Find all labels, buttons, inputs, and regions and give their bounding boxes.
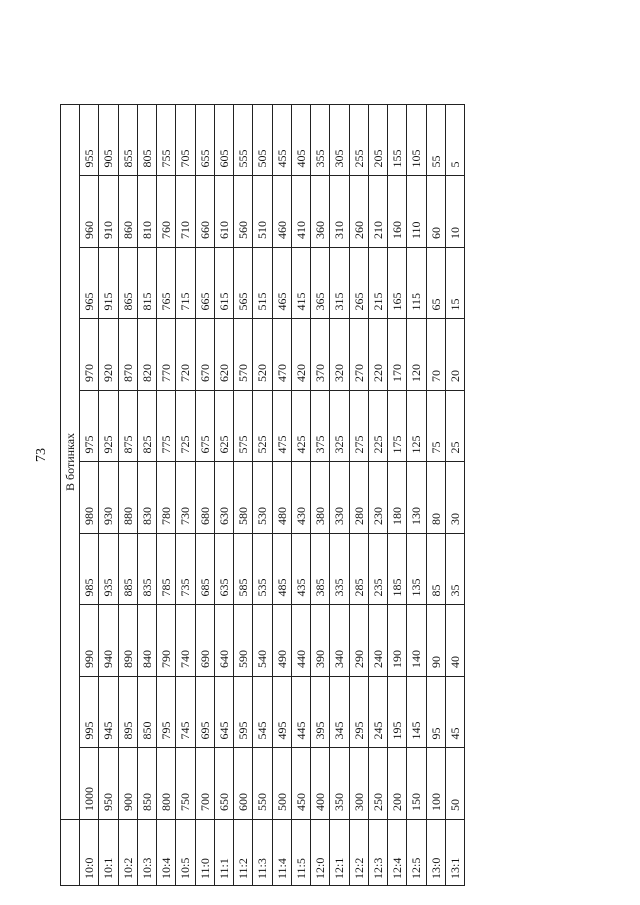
table-cell: 295 (349, 677, 368, 749)
table-row (137, 104, 156, 885)
table-cell: 135 (407, 534, 426, 606)
table-cell: 915 (99, 248, 118, 320)
row-label: 10:5 (176, 820, 195, 886)
table-row (426, 104, 445, 885)
table-cell: 770 (157, 319, 176, 391)
table-cell: 590 (234, 605, 253, 677)
table-cell: 505 (253, 104, 272, 176)
table-cell: 780 (157, 462, 176, 534)
table-cell: 65 (426, 248, 445, 320)
row-label: 13:0 (426, 820, 445, 886)
table-row (234, 104, 253, 885)
table-cell: 515 (253, 248, 272, 320)
row-label: 12:1 (330, 820, 349, 886)
table-cell: 190 (388, 605, 407, 677)
table-cell: 550 (253, 748, 272, 820)
table-cell: 55 (426, 104, 445, 176)
row-label: 10:3 (137, 820, 156, 886)
table-cell: 750 (176, 748, 195, 820)
table-cell: 900 (118, 748, 137, 820)
table-cell: 325 (330, 391, 349, 463)
table-cell: 540 (253, 605, 272, 677)
table-cell: 955 (80, 104, 99, 176)
table-cell: 450 (291, 748, 310, 820)
table-cell: 395 (311, 677, 330, 749)
table-cell: 580 (234, 462, 253, 534)
table-cell: 890 (118, 605, 137, 677)
table-cell: 100 (426, 748, 445, 820)
table-cell: 620 (214, 319, 233, 391)
table-cell: 315 (330, 248, 349, 320)
table-cell: 345 (330, 677, 349, 749)
table-cell: 740 (176, 605, 195, 677)
table-cell: 520 (253, 319, 272, 391)
table-cell: 210 (368, 176, 387, 248)
table-cell: 275 (349, 391, 368, 463)
table-cell: 25 (445, 391, 464, 463)
table-cell: 260 (349, 176, 368, 248)
row-label: 13:1 (445, 820, 464, 886)
table-cell: 595 (234, 677, 253, 749)
table-cell: 880 (118, 462, 137, 534)
table-cell: 130 (407, 462, 426, 534)
row-label: 11:3 (253, 820, 272, 886)
table-cell: 725 (176, 391, 195, 463)
table-cell: 75 (426, 391, 445, 463)
row-label: 11:5 (291, 820, 310, 886)
table-cell: 650 (214, 748, 233, 820)
table-cell: 715 (176, 248, 195, 320)
table-cell: 290 (349, 605, 368, 677)
table-cell: 1000 (80, 748, 99, 820)
table-cell: 935 (99, 534, 118, 606)
table-cell: 375 (311, 391, 330, 463)
table-cell: 535 (253, 534, 272, 606)
table-cell: 115 (407, 248, 426, 320)
table-cell: 120 (407, 319, 426, 391)
table-cell: 850 (137, 748, 156, 820)
table-cell: 215 (368, 248, 387, 320)
table-cell: 360 (311, 176, 330, 248)
table-cell: 60 (426, 176, 445, 248)
table-cell: 205 (368, 104, 387, 176)
table-cell: 685 (195, 534, 214, 606)
table-row (80, 104, 99, 885)
table-cell: 280 (349, 462, 368, 534)
table-cell: 830 (137, 462, 156, 534)
table-cell: 755 (157, 104, 176, 176)
table-cell: 235 (368, 534, 387, 606)
table-cell: 870 (118, 319, 137, 391)
table-cell: 640 (214, 605, 233, 677)
table-cell: 110 (407, 176, 426, 248)
table-cell: 10 (445, 176, 464, 248)
table-cell: 475 (272, 391, 291, 463)
table-cell: 925 (99, 391, 118, 463)
table-row (349, 104, 368, 885)
table-cell: 90 (426, 605, 445, 677)
row-label: 12:0 (311, 820, 330, 886)
table-cell: 960 (80, 176, 99, 248)
table-cell: 105 (407, 104, 426, 176)
table-cell: 950 (99, 748, 118, 820)
table-cell: 245 (368, 677, 387, 749)
table-cell: 980 (80, 462, 99, 534)
table-row (330, 104, 349, 885)
table-cell: 490 (272, 605, 291, 677)
table-cell: 775 (157, 391, 176, 463)
table-cell: 460 (272, 176, 291, 248)
table-cell: 815 (137, 248, 156, 320)
table-cell: 5 (445, 104, 464, 176)
table-cell: 405 (291, 104, 310, 176)
table-cell: 50 (445, 748, 464, 820)
table-cell: 735 (176, 534, 195, 606)
table-cell: 570 (234, 319, 253, 391)
table-cell: 510 (253, 176, 272, 248)
table-cell: 370 (311, 319, 330, 391)
row-label: 12:5 (407, 820, 426, 886)
table-cell: 565 (234, 248, 253, 320)
table-cell: 795 (157, 677, 176, 749)
table-cell: 630 (214, 462, 233, 534)
table-row (311, 104, 330, 885)
row-label: 10:4 (157, 820, 176, 886)
table-cell: 270 (349, 319, 368, 391)
table-cell: 465 (272, 248, 291, 320)
table-cell: 625 (214, 391, 233, 463)
table-cell: 85 (426, 534, 445, 606)
table-cell: 300 (349, 748, 368, 820)
table-cell: 670 (195, 319, 214, 391)
table-row (272, 104, 291, 885)
table-cell: 700 (195, 748, 214, 820)
row-label: 10:2 (118, 820, 137, 886)
table-cell: 140 (407, 605, 426, 677)
table-cell: 415 (291, 248, 310, 320)
table-cell: 930 (99, 462, 118, 534)
table-cell: 730 (176, 462, 195, 534)
table-cell: 230 (368, 462, 387, 534)
table-cell: 95 (426, 677, 445, 749)
table-cell: 485 (272, 534, 291, 606)
table-row (195, 104, 214, 885)
table-cell: 180 (388, 462, 407, 534)
table-cell: 145 (407, 677, 426, 749)
table-cell: 785 (157, 534, 176, 606)
table-cell: 425 (291, 391, 310, 463)
page-number: 73 (34, 448, 49, 462)
table-cell: 975 (80, 391, 99, 463)
table-cell: 170 (388, 319, 407, 391)
results-table (60, 104, 465, 886)
table-cell: 175 (388, 391, 407, 463)
row-label: 11:1 (214, 820, 233, 886)
table-cell: 970 (80, 319, 99, 391)
table-cell: 320 (330, 319, 349, 391)
table-cell: 575 (234, 391, 253, 463)
table-cell: 990 (80, 605, 99, 677)
table-cell: 35 (445, 534, 464, 606)
table-row (368, 104, 387, 885)
table-row (253, 104, 272, 885)
table-cell: 605 (214, 104, 233, 176)
table-cell: 585 (234, 534, 253, 606)
table-cell: 905 (99, 104, 118, 176)
row-label: 10:0 (80, 820, 99, 886)
table-cell: 30 (445, 462, 464, 534)
table-cell: 400 (311, 748, 330, 820)
table-cell: 920 (99, 319, 118, 391)
table-cell: 860 (118, 176, 137, 248)
table-cell: 835 (137, 534, 156, 606)
table-cell: 470 (272, 319, 291, 391)
table-cell: 455 (272, 104, 291, 176)
table-cell: 995 (80, 677, 99, 749)
row-label: 12:2 (349, 820, 368, 886)
table-row (291, 104, 310, 885)
table-cell: 615 (214, 248, 233, 320)
table-row (176, 104, 195, 885)
table-rotated-wrapper (60, 105, 465, 886)
table-cell: 825 (137, 391, 156, 463)
table-cell: 200 (388, 748, 407, 820)
table-cell: 225 (368, 391, 387, 463)
table-cell: 910 (99, 176, 118, 248)
table-cell: 495 (272, 677, 291, 749)
table-cell: 265 (349, 248, 368, 320)
table-cell: 80 (426, 462, 445, 534)
table-cell: 185 (388, 534, 407, 606)
table-cell: 45 (445, 677, 464, 749)
table-cell: 220 (368, 319, 387, 391)
table-cell: 665 (195, 248, 214, 320)
table-cell: 855 (118, 104, 137, 176)
table-cell: 965 (80, 248, 99, 320)
table-cell: 480 (272, 462, 291, 534)
table-row (99, 104, 118, 885)
table-cell: 380 (311, 462, 330, 534)
row-label: 10:1 (99, 820, 118, 886)
row-label: 11:0 (195, 820, 214, 886)
table-cell: 675 (195, 391, 214, 463)
table-cell: 250 (368, 748, 387, 820)
table-row (388, 104, 407, 885)
table-cell: 195 (388, 677, 407, 749)
table-cell: 500 (272, 748, 291, 820)
table-cell: 125 (407, 391, 426, 463)
table-cell: 160 (388, 176, 407, 248)
table-cell: 760 (157, 176, 176, 248)
table-cell: 335 (330, 534, 349, 606)
table-cell: 660 (195, 176, 214, 248)
table-cell: 20 (445, 319, 464, 391)
table-cell: 530 (253, 462, 272, 534)
table-cell: 545 (253, 677, 272, 749)
table-cell: 940 (99, 605, 118, 677)
table-cell: 710 (176, 176, 195, 248)
table-cell: 705 (176, 104, 195, 176)
row-label: 12:3 (368, 820, 387, 886)
row-label: 11:4 (272, 820, 291, 886)
table-cell: 695 (195, 677, 214, 749)
table-cell: 945 (99, 677, 118, 749)
table-cell: 810 (137, 176, 156, 248)
table-cell: 555 (234, 104, 253, 176)
table-cell: 435 (291, 534, 310, 606)
table-cell: 430 (291, 462, 310, 534)
table-cell: 155 (388, 104, 407, 176)
table-cell: 800 (157, 748, 176, 820)
table-cell: 150 (407, 748, 426, 820)
table-cell: 850 (137, 677, 156, 749)
table-cell: 355 (311, 104, 330, 176)
table-cell: 330 (330, 462, 349, 534)
table-cell: 840 (137, 605, 156, 677)
table-cell: 255 (349, 104, 368, 176)
table-cell: 635 (214, 534, 233, 606)
table-cell: 165 (388, 248, 407, 320)
table-cell: 305 (330, 104, 349, 176)
table-cell: 560 (234, 176, 253, 248)
table-cell: 820 (137, 319, 156, 391)
table-cell: 410 (291, 176, 310, 248)
table-cell: 525 (253, 391, 272, 463)
table-cell: 390 (311, 605, 330, 677)
table-row (118, 104, 137, 885)
table-cell: 445 (291, 677, 310, 749)
table-cell: 655 (195, 104, 214, 176)
table-cell: 350 (330, 748, 349, 820)
table-header: В ботинках (61, 104, 80, 819)
table-cell: 340 (330, 605, 349, 677)
table-cell: 745 (176, 677, 195, 749)
table-cell: 895 (118, 677, 137, 749)
table-cell: 690 (195, 605, 214, 677)
table-cell: 420 (291, 319, 310, 391)
table-cell: 15 (445, 248, 464, 320)
table-cell: 310 (330, 176, 349, 248)
table-cell: 865 (118, 248, 137, 320)
table-corner-cell (61, 820, 80, 886)
table-cell: 875 (118, 391, 137, 463)
table-cell: 600 (234, 748, 253, 820)
row-label: 12:4 (388, 820, 407, 886)
table-cell: 40 (445, 605, 464, 677)
table-row (214, 104, 233, 885)
table-cell: 440 (291, 605, 310, 677)
table-cell: 240 (368, 605, 387, 677)
table-cell: 985 (80, 534, 99, 606)
table-cell: 645 (214, 677, 233, 749)
table-cell: 385 (311, 534, 330, 606)
table-cell: 70 (426, 319, 445, 391)
table-cell: 610 (214, 176, 233, 248)
table-cell: 365 (311, 248, 330, 320)
table-cell: 680 (195, 462, 214, 534)
table-header-row (61, 104, 80, 885)
table-row (445, 104, 464, 885)
table-cell: 720 (176, 319, 195, 391)
table-cell: 765 (157, 248, 176, 320)
table-row (407, 104, 426, 885)
table-cell: 790 (157, 605, 176, 677)
table-cell: 285 (349, 534, 368, 606)
table-cell: 805 (137, 104, 156, 176)
table-body (80, 104, 465, 885)
table-row (157, 104, 176, 885)
row-label: 11:2 (234, 820, 253, 886)
table-cell: 885 (118, 534, 137, 606)
